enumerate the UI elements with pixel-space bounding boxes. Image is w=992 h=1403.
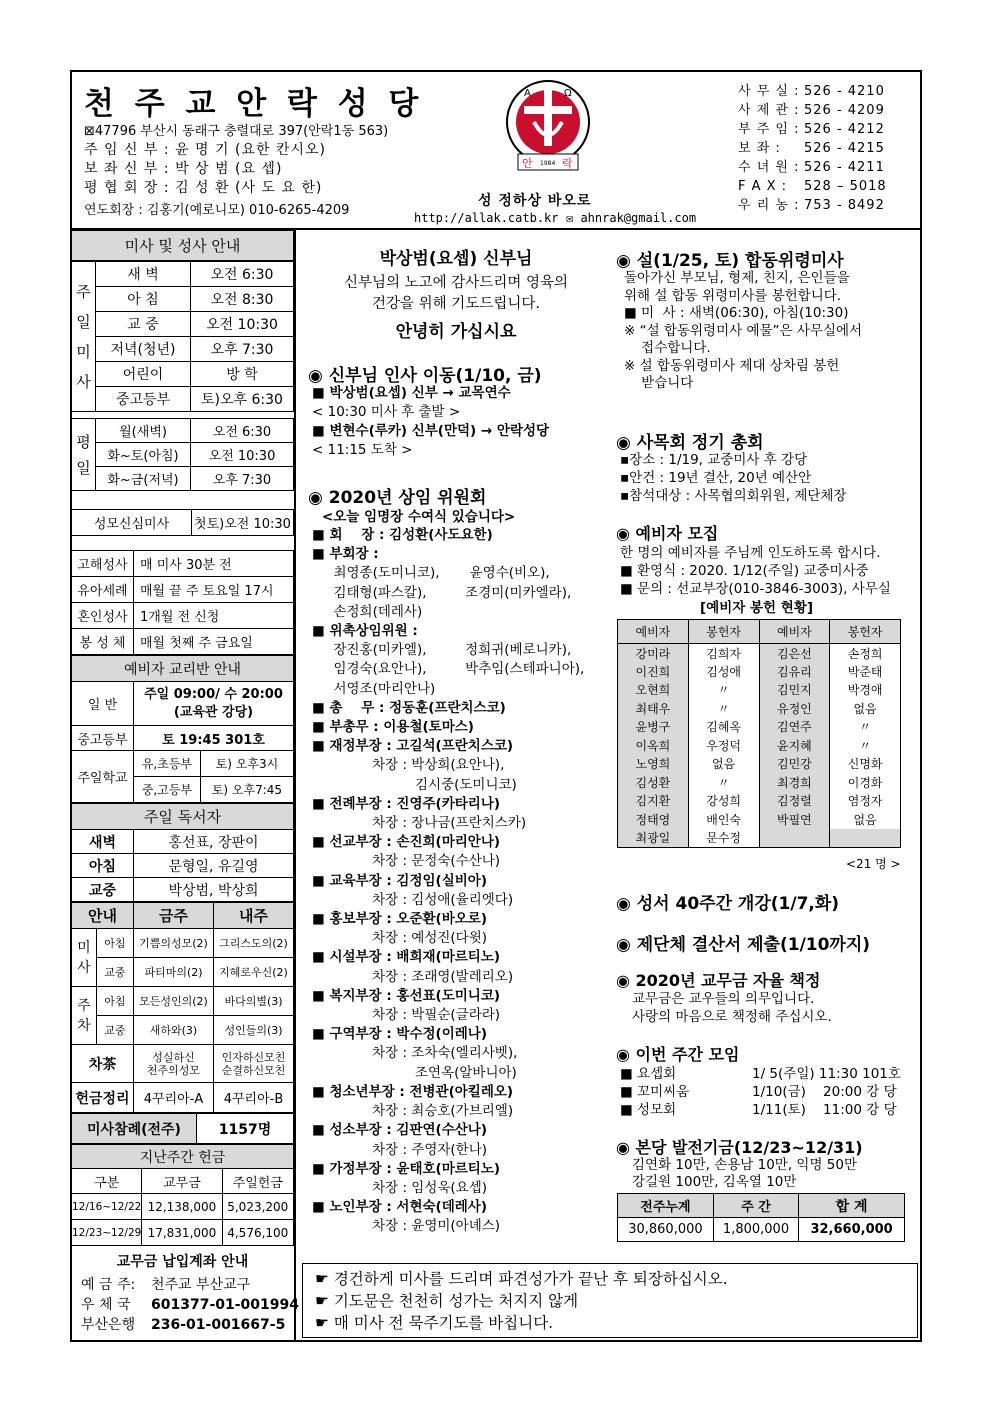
phone-number[interactable]: 528 – 5018 <box>804 179 887 194</box>
collection-head: 주일헌금 <box>222 1169 293 1194</box>
offering-sort-this-week: 4꾸리아-A <box>134 1083 214 1113</box>
footer-box <box>302 1263 918 1338</box>
phone-row <box>738 120 887 139</box>
attendance-label: 미사참례(전주) <box>72 1114 197 1144</box>
holy-heart-mass <box>71 509 294 536</box>
sacrament-name: 고해성사 <box>72 551 134 577</box>
council-line: 차장 : 임성욱(요셉) <box>312 1179 488 1196</box>
account-label: 부산은행 <box>81 1317 136 1333</box>
sunday-mass-name: 교 중 <box>96 312 191 337</box>
phone-number[interactable]: 526 - 4209 <box>804 103 885 118</box>
phone-number[interactable]: 526 - 4212 <box>804 122 885 137</box>
account-label: 우 체 국 <box>81 1297 131 1313</box>
sacrament-info: 매 미사 30분 전 <box>134 551 294 577</box>
council-line: 차장 : 최승호(가브리엘) <box>312 1103 514 1120</box>
cat-cell: 윤지혜 <box>759 736 830 755</box>
meeting-row <box>620 1065 901 1083</box>
ss-middle-time: 토) 오후7:45 <box>200 777 293 803</box>
meeting-title: ◉ 이번 주간 모임 <box>616 1045 740 1064</box>
weekday-mass-time: 오전 6:30 <box>191 419 294 443</box>
reader-names: 홍선표, 장판이 <box>134 830 294 854</box>
duty-head: 금주 <box>134 903 214 929</box>
sacrament-info: 매월 첫째 주 금요일 <box>134 629 294 655</box>
tea-this-week: 성실하신 천주의성모 <box>134 1045 214 1083</box>
collection-table <box>71 1144 294 1246</box>
footer-notices <box>303 1264 917 1334</box>
memorial-line: 받습니다 <box>624 375 694 391</box>
footer-notice: ☛ 경건하게 미사를 드리며 파견성가가 끝난 후 퇴장하십시오. <box>315 1270 728 1288</box>
sunday-mass-time: 오전 10:30 <box>191 312 294 337</box>
bible-title: ◉ 성서 40주간 개강(1/7,화) <box>616 894 840 914</box>
holy-heart-time: 첫토)오전 10:30 <box>192 510 294 536</box>
fund-title: ◉ 본당 발전기금(12/23~12/31) <box>616 1138 863 1157</box>
pastoral-line: ▪참석대상 : 사목협의회위원, 제단체장 <box>620 488 847 504</box>
memorial-line: 접수합니다. <box>624 340 711 356</box>
cat-cell: 이옥희 <box>618 736 689 755</box>
cat-cell: 염정자 <box>830 792 901 811</box>
fund-week: 1,800,000 <box>713 1218 798 1242</box>
phone-row <box>738 82 887 101</box>
collection-title: 지난주간 헌금 <box>72 1145 294 1169</box>
ss-middle: 중,고등부 <box>134 777 201 803</box>
cat-head: 예비자 <box>618 620 689 644</box>
phone-list <box>738 82 887 215</box>
cat-cell: 〃 <box>688 681 759 700</box>
duty-next-week: 지혜로우신(2) <box>214 958 294 987</box>
council-line: ■ 회 장 : 김성환(사도요한) <box>312 527 493 543</box>
reader-names: 문형일, 유길영 <box>134 854 294 878</box>
phone-label: 우 리 농 : <box>738 198 800 213</box>
council-line: ■ 재정부장 : 고길석(프란치스코) <box>312 738 514 755</box>
duty-mass: 아침 <box>96 929 133 958</box>
council-line: ■ 부회장 : <box>312 546 379 563</box>
council-line: 장진홍(미카엘), 정희귀(베로니카), <box>312 642 572 659</box>
logo-rak: 락 <box>562 157 573 170</box>
council-line: 차장 : 윤영미(아녜스) <box>312 1218 501 1235</box>
council-line: ■ 성소부장 : 김판연(수산나) <box>312 1122 488 1139</box>
council-line: ■ 가정부장 : 윤태호(마르티노) <box>312 1160 501 1177</box>
cat-cell: 〃 <box>830 718 901 737</box>
catechumen-table-wrap <box>617 619 901 848</box>
mass-info-title: 미사 및 성사 안내 <box>72 231 294 261</box>
reader-names: 박상범, 박상희 <box>134 878 294 902</box>
cat-table-title: [예비자 봉헌 현황] <box>700 600 814 616</box>
sunday-mass-time: 방 학 <box>191 362 294 387</box>
catechumen-line: ■ 환영식 : 2020. 1/12(주일) 교중미사중 <box>620 563 869 579</box>
pastor: 주 임 신 부 : 윤 명 기 (요한 칸시오) <box>84 142 326 158</box>
meeting-time: 1/11(토) 11:00 강 당 <box>752 1102 897 1118</box>
collection-head: 교무금 <box>142 1169 222 1194</box>
collection-sunday: 5,023,200 <box>222 1194 293 1220</box>
cat-cell: 최경희 <box>759 773 830 792</box>
cat-head: 예비자 <box>759 620 830 644</box>
farewell-title: 박상범(요셉) 신부님 <box>379 249 533 269</box>
council-line: 차장 : 예성진(다윗) <box>312 930 488 947</box>
council-president: 평 협 회 장 : 김 성 환 (사 도 요 한) <box>84 180 323 196</box>
phone-label: 사 무 실 : <box>738 84 800 99</box>
council-line: ■ 시설부장 : 배희재(마르티노) <box>312 949 501 966</box>
fund-head-week: 주 간 <box>713 1194 798 1218</box>
logo-omega: Ω <box>564 88 572 99</box>
collection-dues: 17,831,000 <box>142 1220 222 1246</box>
duty-group: 미 사 <box>72 929 97 987</box>
transfer-list <box>312 384 549 460</box>
meeting-time: 1/ 5(주일) 11:30 101호 <box>752 1066 901 1082</box>
phone-label: 사 제 관 : <box>738 103 800 118</box>
parish-title: 천 주 교 안 락 성 당 <box>84 86 424 122</box>
phone-label: 보 좌 : <box>738 141 781 156</box>
fund-total: 32,660,000 <box>799 1218 905 1242</box>
catechumen-line: ■ 문의 : 선교부장(010-3846-3003), 사무실 <box>620 581 891 597</box>
cat-cell: 없음 <box>688 755 759 774</box>
cat-cell: 최태우 <box>618 699 689 718</box>
transfer-item: < 10:30 미사 후 출발 > <box>312 404 461 420</box>
council-title: ◉ 2020년 상임 위원회 <box>308 488 487 508</box>
collection-period: 12/23~12/29 <box>72 1220 142 1246</box>
assistant-pastor: 보 좌 신 부 : 박 상 범 (요 셉) <box>84 161 283 177</box>
sunday-mass-time: 토)오후 6:30 <box>191 387 294 412</box>
catechumen-table <box>617 619 901 848</box>
cat-cell: 배인숙 <box>688 810 759 829</box>
fund-text <box>632 1157 857 1191</box>
phone-row <box>738 139 887 158</box>
memorial-line: ■ 미 사 : 새벽(06:30), 아침(10:30) <box>624 305 849 321</box>
cat-cell: 김성환 <box>618 773 689 792</box>
weekday-mass-name: 월(새벽) <box>96 419 191 443</box>
logo-alpha: A <box>524 88 531 99</box>
council-line: ■ 전례부장 : 진영주(카타리나) <box>312 795 501 812</box>
weekday-mass-table <box>71 418 294 491</box>
duty-this-week: 모든성인의(2) <box>134 987 214 1016</box>
council-line: 차장 : 박상희(요안나), <box>312 757 505 774</box>
logo-year: 1984 <box>540 160 556 167</box>
collection-head: 구분 <box>72 1169 142 1194</box>
transfer-title: ◉ 신부님 인사 이동(1/10, 금) <box>308 366 542 386</box>
memorial-line: 위해 설 합동 위령미사를 봉헌합니다. <box>624 287 842 304</box>
sunday-mass-name: 아 침 <box>96 287 191 312</box>
address: ⊠47796 부산시 동래구 충렬대로 397(안락1동 563) <box>84 124 389 139</box>
account-label: 예 금 주: <box>81 1277 136 1293</box>
council-line: 임경숙(요안나), 박추임(스테파니아), <box>312 661 585 678</box>
council-line: ■ 구역부장 : 박수정(이레나) <box>312 1026 488 1043</box>
memorial-line: 돌아가신 부모님, 형제, 친지, 은인들을 <box>624 270 850 286</box>
farewell-text-3: 안녕히 가십시요 <box>395 322 517 342</box>
cat-cell: 김혜옥 <box>688 718 759 737</box>
phone-label: 부 주 임 : <box>738 122 800 137</box>
collection-period: 12/16~12/22 <box>72 1194 142 1220</box>
cat-cell: 문수정 <box>688 829 759 848</box>
cat-cell: 강성희 <box>688 792 759 811</box>
offering-sort-label: 헌금정리 <box>72 1083 134 1113</box>
duty-next-week: 그리스도의(2) <box>214 929 294 958</box>
cat-youth-label: 중고등부 <box>72 726 134 751</box>
cat-cell: 윤병구 <box>618 718 689 737</box>
duty-mass: 교중 <box>96 1016 133 1045</box>
cat-cell: 김민지 <box>759 681 830 700</box>
sunday-mass-time: 오후 7:30 <box>191 337 294 362</box>
cat-cell: 박준태 <box>830 662 901 681</box>
cat-cell: 〃 <box>688 773 759 792</box>
attendance-table <box>71 1113 294 1144</box>
account-number: 천주교 부산교구 <box>151 1277 251 1293</box>
duty-table <box>71 902 294 1113</box>
farewell-text-2: 건강을 위해 기도드립니다. <box>372 296 540 312</box>
council-line: 김태형(파스칼), 조경미(미카엘라), <box>312 584 572 601</box>
sacrament-name: 유아세례 <box>72 577 134 603</box>
cat-general-place: (교육관 강당) <box>173 704 254 720</box>
memorial-line: ※ “설 합동위령미사 예물”은 사무실에서 <box>624 322 863 339</box>
cat-youth-time: 토 19:45 301호 <box>134 726 294 751</box>
cat-cell: 박경애 <box>830 681 901 700</box>
council-line: 차장 : 문정숙(수산나) <box>312 853 501 870</box>
council-line: ■ 청소년부장 : 전병관(아킬레오) <box>312 1083 514 1100</box>
sunday-mass-time: 오전 6:30 <box>191 262 294 287</box>
cat-cell: 없음 <box>830 810 901 829</box>
council-line: 최영종(도미니코), 윤영수(비오), <box>312 565 550 582</box>
transfer-item: < 11:15 도착 > <box>312 442 413 458</box>
meeting-list <box>620 1065 901 1119</box>
memorial-list <box>624 270 862 393</box>
duty-group: 주 차 <box>72 987 97 1045</box>
reader-mass: 새벽 <box>72 830 134 854</box>
farewell-block <box>306 244 606 342</box>
cat-cell: 없음 <box>830 699 901 718</box>
cat-cell: 김성애 <box>688 662 759 681</box>
pastoral-title: ◉ 사목회 정기 총회 <box>616 433 764 453</box>
farewell-text-1: 신부님의 노고에 감사드리며 영육의 <box>344 275 568 291</box>
email-link[interactable]: ✉ ahnrak@gmail.com <box>566 211 697 225</box>
parish-logo <box>504 76 592 180</box>
meeting-time: 1/10(금) 20:00 강 당 <box>752 1084 897 1100</box>
fund-table-wrap <box>617 1193 905 1242</box>
duty-head: 내주 <box>214 903 294 929</box>
sunday-label: 주 일 미 사 <box>72 262 96 412</box>
catechumen-line: 한 명의 예비자를 주님께 인도하도록 합시다. <box>620 545 881 561</box>
cat-cell: 김희자 <box>688 644 759 663</box>
weekday-mass-name: 화~금(저녁) <box>96 467 191 491</box>
council-line: 손정희(데레사) <box>312 603 423 620</box>
sunday-mass-name: 어린이 <box>96 362 191 387</box>
dues-title: ◉ 2020년 교무금 자율 책정 <box>616 971 821 990</box>
council-line: 김시중(도미니코) <box>312 776 517 793</box>
cat-general-label: 일 반 <box>72 682 134 726</box>
meeting-name: ■ 성모회 <box>620 1102 677 1118</box>
cat-cell: 김은선 <box>759 644 830 663</box>
left-column <box>71 230 299 1342</box>
cat-cell: 강미라 <box>618 644 689 663</box>
attendance-value: 1157명 <box>197 1114 294 1144</box>
account-row <box>81 1315 294 1335</box>
reader-mass: 교중 <box>72 878 134 902</box>
pastoral-list <box>620 451 846 505</box>
council-line: 차장 : 조래영(발레리오) <box>312 968 514 985</box>
tea-label: 차茶 <box>72 1045 134 1083</box>
fund-line: 강길원 100만, 김옥열 10만 <box>632 1174 797 1190</box>
dues-text <box>632 990 832 1026</box>
duty-this-week: 기쁨의성모(2) <box>134 929 214 958</box>
website-link[interactable]: http://allak.catb.kr <box>414 211 559 225</box>
sacrament-table <box>71 550 294 655</box>
council-line: ■ 홍보부장 : 오준환(바오로) <box>312 911 488 928</box>
phone-row <box>738 101 887 120</box>
weekday-label: 평 일 <box>72 419 96 491</box>
cat-cell: 노영희 <box>618 755 689 774</box>
logo-an: 안 <box>522 157 533 170</box>
council-line: ■ 선교부장 : 손진희(마리안나) <box>312 834 501 851</box>
council-line: ■ 부총무 : 이용철(토마스) <box>312 719 474 736</box>
fund-table <box>617 1193 905 1242</box>
patron-saint: 성 정하상 바오로 <box>478 193 592 209</box>
holy-heart-label: 성모신심미사 <box>72 510 192 536</box>
duty-next-week: 바다의별(3) <box>214 987 294 1016</box>
sunday-mass-time: 오전 8:30 <box>191 287 294 312</box>
memorial-title: ◉ 설(1/25, 토) 합동위령미사 <box>616 251 844 271</box>
account-row <box>81 1295 299 1315</box>
council-line: 서영조(마리안나) <box>312 680 436 697</box>
meeting-name: ■ 꼬미씨움 <box>620 1084 690 1100</box>
reader-mass: 아침 <box>72 854 134 878</box>
transfer-item: ■ 박상범(요셉) 신부 → 교목연수 <box>312 385 511 401</box>
phone-number[interactable]: 753 - 8492 <box>804 198 885 213</box>
account-row <box>81 1275 294 1295</box>
memorial-line: ※ 설 합동위령미사 제대 상차림 봉헌 <box>624 357 840 374</box>
fund-cumulative: 30,860,000 <box>618 1218 714 1242</box>
council-line: ■ 교육부장 : 김정임(실비아) <box>312 872 488 889</box>
council-line: 차장 : 장나금(프란치스카) <box>312 815 527 832</box>
cat-cell: 김민강 <box>759 755 830 774</box>
settlement-title: ◉ 제단체 결산서 제출(1/10까지) <box>616 935 871 955</box>
account-list <box>71 1275 299 1335</box>
duty-mass: 교중 <box>96 958 133 987</box>
tea-next-week: 인자하신모친 순결하신모친 <box>214 1045 294 1083</box>
catechism-title: 예비자 교리반 안내 <box>72 656 294 682</box>
sunday-mass-name: 중고등부 <box>96 387 191 412</box>
phone-row <box>738 158 887 177</box>
reader-title: 주일 독서자 <box>72 804 294 830</box>
council-line: ■ 총 무 : 정동훈(프란치스코) <box>312 699 506 716</box>
duty-mass: 아침 <box>96 987 133 1016</box>
sunday-mass-name: 저녁(청년) <box>96 337 191 362</box>
council-line: ■ 위촉상임위원 : <box>312 623 418 640</box>
cat-cell <box>830 829 901 848</box>
phone-number[interactable]: 526 - 4210 <box>804 84 885 99</box>
transfer-item: ■ 변현수(루카) 신부(만덕) → 안락성당 <box>312 423 550 439</box>
meeting-name: ■ 요셉회 <box>620 1066 677 1082</box>
catechism-table <box>71 655 294 803</box>
sacrament-name: 봉 성 체 <box>72 629 134 655</box>
footer-notice: ☛ 매 미사 전 묵주기도를 바칩니다. <box>315 1314 554 1332</box>
council-line: 차장 : 김성애(율리엣다) <box>312 891 514 908</box>
cat-cell: 우정덕 <box>688 736 759 755</box>
ss-elementary: 유,초등부 <box>134 751 201 777</box>
council-line: ■ 노인부장 : 서현숙(데레사) <box>312 1199 488 1216</box>
footer-notice: ☛ 기도문은 천천히 성가는 처지지 않게 <box>315 1292 579 1310</box>
weekday-mass-time: 오후 7:30 <box>191 467 294 491</box>
collection-sunday: 4,576,100 <box>222 1220 293 1246</box>
cat-cell: 김지환 <box>618 792 689 811</box>
weekday-mass-time: 오전 10:30 <box>191 443 294 467</box>
sunday-school-label: 주일학교 <box>72 751 134 803</box>
weekday-mass-name: 화~토(아침) <box>96 443 191 467</box>
yeondo-leader: 연도회장 : 김홍기(예로니모) 010-6265-4209 <box>84 203 350 218</box>
duty-head: 안내 <box>72 903 134 929</box>
duty-this-week: 파티마의(2) <box>134 958 214 987</box>
reader-table <box>71 803 294 902</box>
dues-line: 교무금은 교우들의 의무입니다. <box>632 991 815 1007</box>
council-line: 차장 : 주영자(한나) <box>312 1141 488 1158</box>
catechumen-list <box>620 544 891 598</box>
council-line: 차장 : 박필순(글라라) <box>312 1007 501 1024</box>
fund-line: 김연화 10만, 손용남 10만, 익명 50만 <box>632 1157 858 1173</box>
cat-head: 봉헌자 <box>688 620 759 644</box>
meeting-row <box>620 1083 901 1101</box>
council-list <box>312 526 584 1237</box>
pastoral-line: ▪안건 : 19년 결산, 20년 예산안 <box>620 470 812 486</box>
cat-cell <box>759 829 830 848</box>
dues-line: 사랑의 마음으로 책정해 주십시오. <box>632 1009 832 1025</box>
cat-cell: 오현희 <box>618 681 689 700</box>
collection-dues: 12,138,000 <box>142 1194 222 1220</box>
sacrament-info: 매월 끝 주 토요일 17시 <box>134 577 294 603</box>
cat-cell: 정태영 <box>618 810 689 829</box>
cat-cell: 이진희 <box>618 662 689 681</box>
fund-head-total: 합 계 <box>799 1194 905 1218</box>
cat-cell: 〃 <box>688 699 759 718</box>
sacrament-info: 1개월 전 신청 <box>134 603 294 629</box>
sacrament-name: 혼인성사 <box>72 603 134 629</box>
account-number: 236-01-001667-5 <box>151 1317 286 1333</box>
cat-cell: 김연주 <box>759 718 830 737</box>
phone-label: 수 녀 원 : <box>738 160 800 175</box>
council-line: 조연옥(알바니아) <box>312 1064 517 1081</box>
cat-head: 봉헌자 <box>830 620 901 644</box>
ss-elementary-time: 토) 오후3시 <box>200 751 293 777</box>
cat-cell: 김유리 <box>759 662 830 681</box>
account-number: 601377-01-001994 <box>151 1297 299 1313</box>
duty-next-week: 성인들의(3) <box>214 1016 294 1045</box>
sunday-mass-table <box>71 261 294 412</box>
pastoral-line: ▪장소 : 1/19, 교중미사 후 강당 <box>620 452 808 468</box>
catechumen-title: ◉ 예비자 모집 <box>616 524 719 543</box>
duty-this-week: 새하와(3) <box>134 1016 214 1045</box>
meeting-row <box>620 1101 901 1119</box>
cat-cell: 이경화 <box>830 773 901 792</box>
cat-cell: 박필연 <box>759 810 830 829</box>
cat-count: <21 명 > <box>846 857 901 871</box>
account-title: 교무금 납입계좌 안내 <box>116 1254 249 1270</box>
cat-cell: 신명화 <box>830 755 901 774</box>
phone-number[interactable]: 526 - 4215 <box>804 141 885 156</box>
fund-head-cumulative: 전주누계 <box>618 1194 714 1218</box>
phone-label: F A X : <box>738 179 788 194</box>
council-line: ■ 복지부장 : 홍선표(도미니코) <box>312 987 501 1004</box>
phone-row <box>738 196 887 215</box>
cat-cell: 〃 <box>830 736 901 755</box>
cat-cell: 최광일 <box>618 829 689 848</box>
phone-row <box>738 177 887 196</box>
phone-number[interactable]: 526 - 4211 <box>804 160 885 175</box>
cat-general-time: 주일 09:00/ 수 20:00 <box>144 686 283 702</box>
cat-cell: 유정인 <box>759 699 830 718</box>
cat-cell: 손정희 <box>830 644 901 663</box>
council-line: 차장 : 조차숙(엘리사벳), <box>312 1045 518 1062</box>
council-subtitle: <오늘 임명장 수여식 있습니다> <box>322 509 516 525</box>
offering-sort-next-week: 4꾸리아-B <box>214 1083 294 1113</box>
sunday-mass-name: 새 벽 <box>96 262 191 287</box>
cat-cell: 김정렬 <box>759 792 830 811</box>
